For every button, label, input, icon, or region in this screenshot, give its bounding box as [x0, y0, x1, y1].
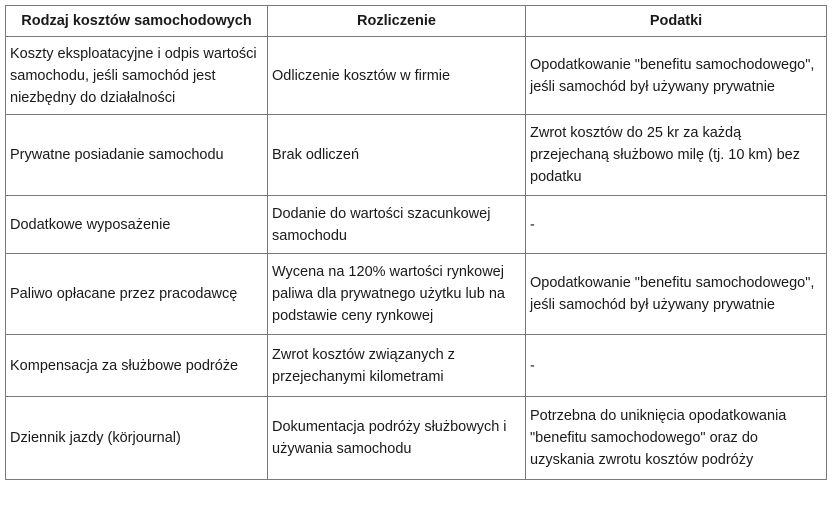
cell-cost-type: Paliwo opłacane przez pracodawcę [6, 254, 268, 335]
cell-taxes: - [526, 335, 827, 397]
table-header-row [6, 6, 827, 37]
cell-taxes: Potrzebna do uniknięcia opodatkowania "benefitu samochodowego" oraz do uzyskania zwrotu kosztów podróży [526, 397, 827, 480]
cell-settlement: Wycena na 120% wartości rynkowej paliwa dla prywatnego użytku lub na podstawie ceny rynkowej [268, 254, 526, 335]
table-row [6, 115, 827, 196]
car-costs-table [5, 5, 827, 480]
cell-cost-type: Dziennik jazdy (körjournal) [6, 397, 268, 480]
header-settlement: Rozliczenie [268, 6, 526, 37]
cell-settlement: Brak odliczeń [268, 115, 526, 196]
header-cost-type: Rodzaj kosztów samochodowych [6, 6, 268, 37]
cell-taxes: - [526, 196, 827, 254]
cell-cost-type: Dodatkowe wyposażenie [6, 196, 268, 254]
cell-settlement: Odliczenie kosztów w firmie [268, 37, 526, 115]
table-row [6, 254, 827, 335]
cell-cost-type: Prywatne posiadanie samochodu [6, 115, 268, 196]
table-row [6, 397, 827, 480]
cell-settlement: Dodanie do wartości szacunkowej samochodu [268, 196, 526, 254]
cell-cost-type: Koszty eksploatacyjne i odpis wartości samochodu, jeśli samochód jest niezbędny do działalności [6, 37, 268, 115]
cell-taxes: Opodatkowanie "benefitu samochodowego", jeśli samochód był używany prywatnie [526, 254, 827, 335]
cell-taxes: Opodatkowanie "benefitu samochodowego", jeśli samochód był używany prywatnie [526, 37, 827, 115]
cell-taxes: Zwrot kosztów do 25 kr za każdą przejechaną służbowo milę (tj. 10 km) bez podatku [526, 115, 827, 196]
table-row [6, 196, 827, 254]
cell-settlement: Dokumentacja podróży służbowych i używania samochodu [268, 397, 526, 480]
cell-settlement: Zwrot kosztów związanych z przejechanymi kilometrami [268, 335, 526, 397]
table-row [6, 335, 827, 397]
table-row [6, 37, 827, 115]
cell-cost-type: Kompensacja za służbowe podróże [6, 335, 268, 397]
header-taxes: Podatki [526, 6, 827, 37]
